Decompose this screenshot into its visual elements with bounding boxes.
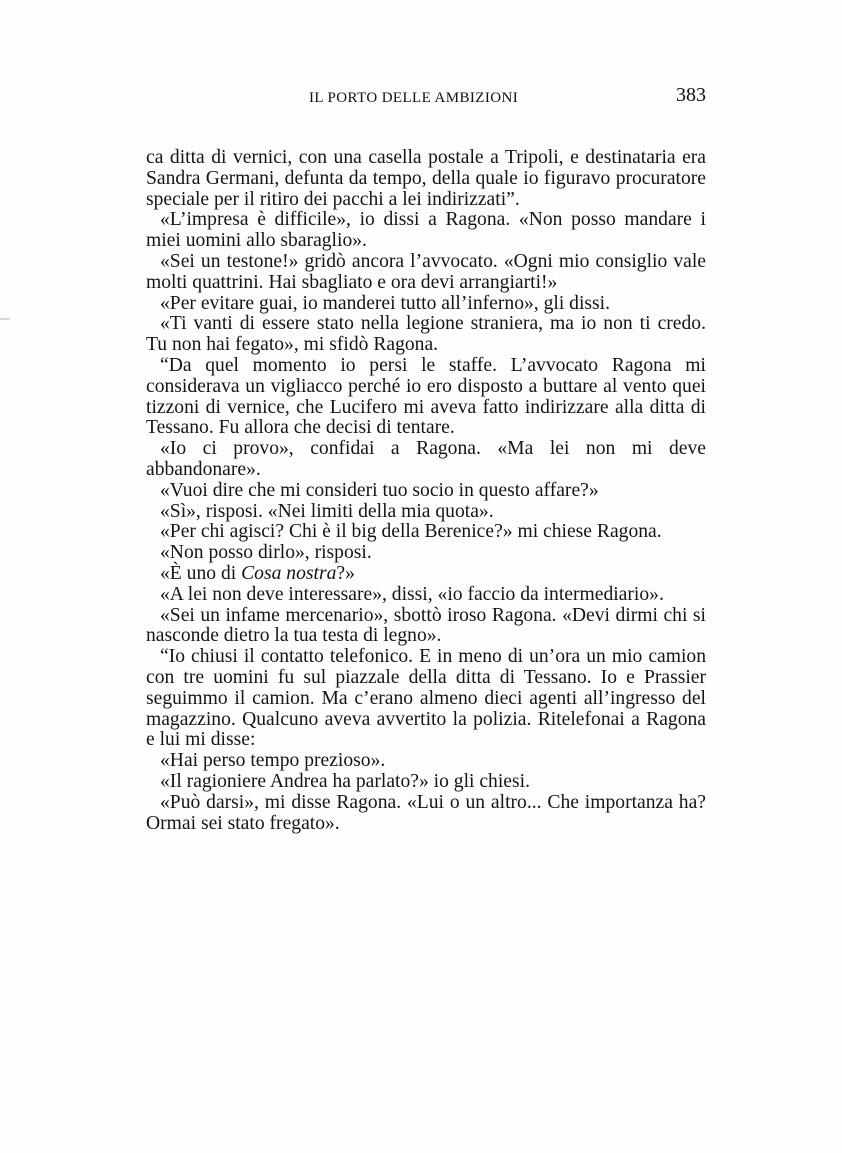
paragraph: «Il ragioniere Andrea ha parlato?» io gli chiesi. <box>160 770 530 792</box>
paragraph: «Sì», risposi. «Nei limiti della mia quota». <box>160 500 494 522</box>
paragraph: «Hai perso tempo prezioso». <box>160 750 386 772</box>
paragraph: «L’impresa è difficile», io dissi a Ragona. «Non posso mandare i miei uomini allo sbaraglio». <box>146 209 706 252</box>
page-number: 383 <box>676 84 706 106</box>
paragraph: «Non posso dirlo», risposi. <box>160 542 372 564</box>
paragraph: «Può darsi», mi disse Ragona. «Lui o un altro... Che importanza ha? Ormai sei stato fregato». <box>146 791 706 834</box>
paragraph: «Per chi agisci? Chi è il big della Berenice?» mi chiese Ragona. <box>160 521 662 543</box>
paragraph: ca ditta di vernici, con una casella postale a Tripoli, e destinataria era Sandra Germani, defunta da tempo, della quale io figuravo procuratore speciale per il ritiro dei pacchi a lei indirizzati”. <box>146 147 706 210</box>
paragraph: «Sei un infame mercenario», sbottò iroso Ragona. «Devi dirmi chi si nasconde dietro la tua testa di legno». <box>146 604 706 647</box>
page-header <box>146 84 706 114</box>
margin-mark <box>0 318 10 320</box>
quote-text: ?» <box>336 562 355 584</box>
body-text <box>146 148 706 834</box>
italic-text: Cosa nostra <box>241 562 337 584</box>
paragraph: «Sei un testone!» gridò ancora l’avvocato. «Ogni mio consiglio vale molti quattrini. Hai sbagliato e ora devi arrangiarti!» <box>146 250 706 293</box>
paragraph: “Da quel momento io persi le staffe. L’avvocato Ragona mi considerava un vigliacco perché io ero disposto a buttare al vento quei tizzoni di vernice, che Lucifero mi aveva fatto indirizzare alla ditta di Tessano. Fu allora che decisi di tentare. <box>146 354 706 439</box>
paragraph: «Per evitare guai, io manderei tutto all’inferno», gli dissi. <box>160 292 610 314</box>
paragraph: «Vuoi dire che mi consideri tuo socio in questo affare?» <box>160 479 599 501</box>
paragraph: «Io ci provo», confidai a Ragona. «Ma lei non mi deve abbandonare». <box>146 438 706 480</box>
paragraph-cosa-nostra <box>146 564 706 585</box>
paragraph: «Ti vanti di essere stato nella legione straniera, ma io non ti credo. Tu non hai fegato», mi sfidò Ragona. <box>146 313 706 356</box>
paragraph: “Io chiusi il contatto telefonico. E in meno di un’ora un mio camion con tre uomini fu sul piazzale della ditta di Tessano. Io e Prassier seguimmo il camion. Ma c’erano almeno dieci agenti all’ingresso del magazzino. Qualcuno aveva avvertito la polizia. Ritelefonai a Ragona e lui mi disse: <box>146 646 706 751</box>
running-title: IL PORTO DELLE AMBIZIONI <box>309 90 519 106</box>
paragraph: «A lei non deve interessare», dissi, «io faccio da intermediario». <box>160 583 664 605</box>
quote-text: «È uno di <box>160 562 242 584</box>
